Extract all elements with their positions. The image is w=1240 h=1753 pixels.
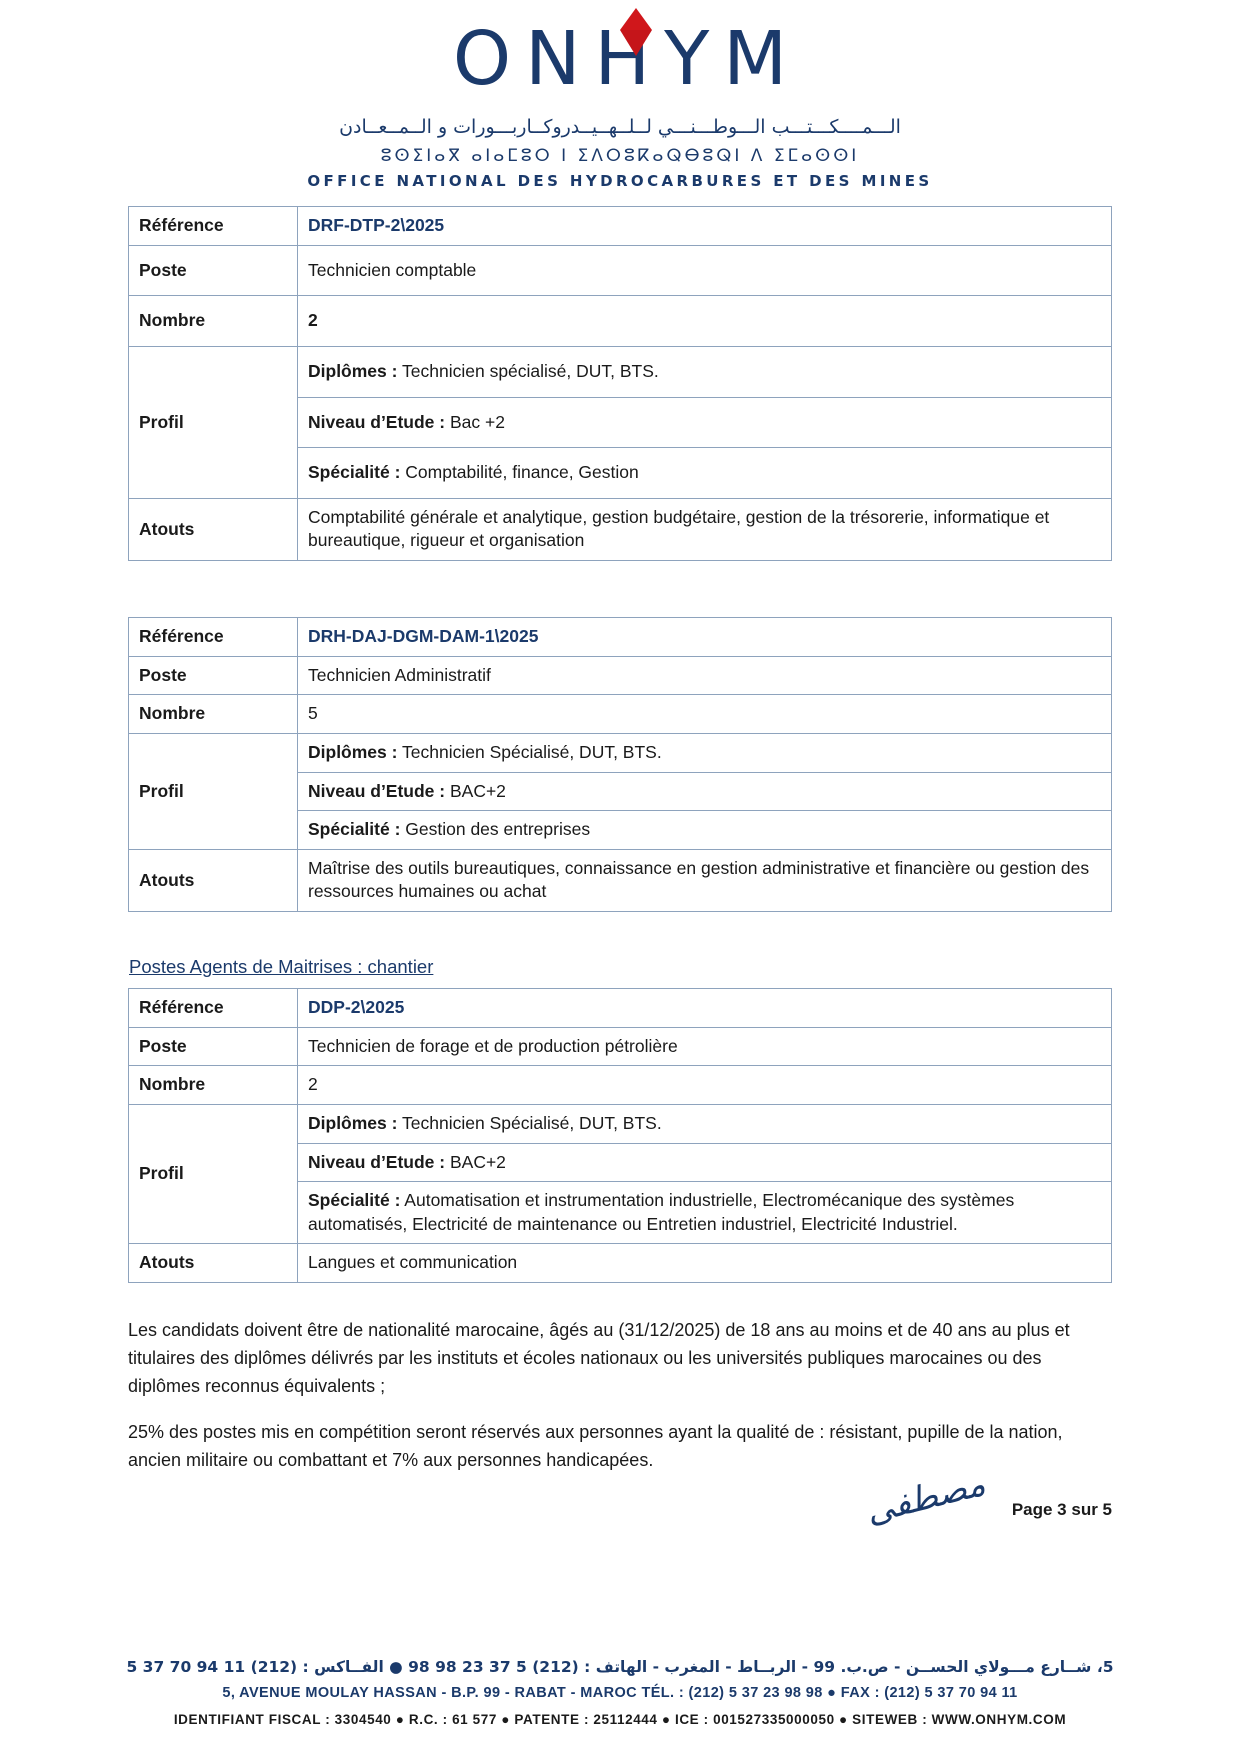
table-row: [129, 498, 1112, 560]
table-row: [129, 849, 1112, 911]
sub-label-diplomes: Diplômes :: [308, 360, 398, 381]
label-atouts: Atouts: [129, 1244, 298, 1283]
handwritten-signature: مصطفى: [862, 1466, 989, 1532]
value-poste: Technicien Administratif: [298, 656, 1112, 695]
sub-value-specialite: Automatisation et instrumentation industrielle, Electromécanique des systèmes automatisés, Electricité de maintenance ou Entretien industriel, Electricité Industriel.: [308, 1190, 1015, 1234]
table-row: [129, 346, 1112, 397]
value-reference: DDP-2\2025: [298, 989, 1112, 1028]
sub-label-diplomes: Diplômes :: [308, 741, 398, 762]
sub-value-niveau: Bac +2: [445, 411, 505, 432]
label-nombre: Nombre: [129, 296, 298, 347]
header-tifinagh-title: ⵓⵙⵉⵏⴰⴳ ⴰⵏⴰⵎⵓⵔ ⵏ ⵉⴷⵔⵓⴽⴰⵕⴱⵓⵕⵏ ⴷ ⵉⵎⴰⵙⵙⵏ: [380, 146, 860, 166]
sub-label-specialite: Spécialité :: [308, 819, 401, 840]
label-poste: Poste: [129, 245, 298, 296]
job-table-1: [128, 206, 1112, 561]
label-nombre: Nombre: [129, 695, 298, 734]
sub-label-niveau: Niveau d’Etude :: [308, 411, 446, 432]
value-nombre: 2: [298, 1066, 1112, 1105]
label-nombre: Nombre: [129, 1066, 298, 1105]
header-arabic-title: الـــمــــكـــتـــب الـــوطـــنـــي لــلــهــيــدروكــاربـــورات و الــمــعــادن: [339, 116, 901, 138]
label-profil: Profil: [129, 346, 298, 498]
document-footer: [0, 1658, 1240, 1727]
value-reference: DRH-DAJ-DGM-DAM-1\2025: [298, 618, 1112, 657]
footer-address-french: 5, AVENUE MOULAY HASSAN - B.P. 99 - RABAT - MAROC TÉL. : (212) 5 37 23 98 98 ● FAX : (212) 5 37 70 94 11: [222, 1685, 1018, 1701]
value-specialite: [298, 1182, 1112, 1244]
value-atouts: Maîtrise des outils bureautiques, connaissance en gestion administrative et financière ou gestion des ressources humaines ou achat: [298, 849, 1112, 911]
section-heading: Postes Agents de Maitrises : chantier: [129, 956, 434, 977]
sub-label-niveau: Niveau d’Etude :: [308, 1151, 446, 1172]
sub-value-diplomes: Technicien spécialisé, DUT, BTS.: [397, 360, 659, 381]
table-row: [129, 1104, 1112, 1143]
table-row: [129, 1027, 1112, 1066]
value-specialite: [298, 811, 1112, 850]
paragraph-quota: 25% des postes mis en compétition seront réservés aux personnes ayant la qualité de : résistant, pupille de la nation, ancien militaire ou combattant et 7% aux personnes handicapées.: [128, 1421, 1063, 1470]
label-reference: Référence: [129, 207, 298, 246]
sub-value-specialite: Gestion des entreprises: [400, 819, 591, 840]
page-number: Page 3 sur 5: [1011, 1500, 1112, 1520]
value-atouts: Langues et communication: [298, 1244, 1112, 1283]
paragraph-nationality: Les candidats doivent être de nationalité marocaine, âgés au (31/12/2025) de 18 ans au moins et de 40 ans au plus et titulaires des diplômes délivrés par les instituts et écoles nationaux ou les universités publiques marocaines ou des diplômes reconnus équivalents ;: [128, 1320, 1070, 1396]
value-poste: Technicien comptable: [298, 245, 1112, 296]
table-row: [129, 1244, 1112, 1283]
value-niveau: [298, 397, 1112, 448]
label-poste: Poste: [129, 656, 298, 695]
value-niveau: [298, 1143, 1112, 1182]
value-diplomes: [298, 733, 1112, 772]
sub-value-specialite: Comptabilité, finance, Gestion: [400, 462, 639, 483]
table-row: [129, 296, 1112, 347]
label-profil: Profil: [129, 1104, 298, 1244]
sub-label-specialite: Spécialité :: [308, 462, 401, 483]
conditions-paragraphs: [128, 1317, 1112, 1474]
value-nombre: 2: [298, 296, 1112, 347]
table-row: [129, 695, 1112, 734]
onhym-logo: [439, 16, 802, 102]
table-row: [129, 207, 1112, 246]
value-niveau: [298, 772, 1112, 811]
job-table-2: [128, 617, 1112, 912]
header-office-line: OFFICE NATIONAL DES HYDROCARBURES ET DES MINES: [307, 172, 933, 190]
value-specialite: [298, 448, 1112, 499]
signature-row: [128, 1466, 1112, 1532]
footer-address-arabic: 5، شــارع مـــولاي الحســن - ص.ب. 99 - الربــاط - المغرب - الهاتف : (212) 5 37 23 98 98 ● الفــاكس : (212) 11 94 70 37 5: [126, 1658, 1114, 1676]
label-profil: Profil: [129, 733, 298, 849]
label-poste: Poste: [129, 1027, 298, 1066]
value-diplomes: [298, 346, 1112, 397]
sub-value-diplomes: Technicien Spécialisé, DUT, BTS.: [397, 1112, 662, 1133]
sub-label-diplomes: Diplômes :: [308, 1112, 398, 1133]
sub-value-diplomes: Technicien Spécialisé, DUT, BTS.: [397, 741, 662, 762]
value-atouts: Comptabilité générale et analytique, gestion budgétaire, gestion de la trésorerie, informatique et bureautique, rigueur et organisation: [298, 498, 1112, 560]
value-reference: DRF-DTP-2\2025: [298, 207, 1112, 246]
logo-wordmark: ONHYM: [452, 16, 802, 102]
label-reference: Référence: [129, 618, 298, 657]
footer-identifiers: IDENTIFIANT FISCAL : 3304540 ● R.C. : 61 577 ● PATENTE : 25112444 ● ICE : 001527335000050 ● SITEWEB : WWW.ONHYM.COM: [173, 1712, 1067, 1727]
table-row: [129, 656, 1112, 695]
value-diplomes: [298, 1104, 1112, 1143]
sub-value-niveau: BAC+2: [445, 780, 506, 801]
table-row: [129, 245, 1112, 296]
document-header: [0, 0, 1240, 190]
label-atouts: Atouts: [129, 498, 298, 560]
table-row: [129, 989, 1112, 1028]
value-poste: Technicien de forage et de production pétrolière: [298, 1027, 1112, 1066]
sub-label-niveau: Niveau d’Etude :: [308, 780, 446, 801]
table-row: [129, 733, 1112, 772]
table-row: [129, 618, 1112, 657]
label-reference: Référence: [129, 989, 298, 1028]
sub-value-niveau: BAC+2: [445, 1151, 506, 1172]
sub-label-specialite: Spécialité :: [308, 1190, 401, 1211]
table-row: [129, 1066, 1112, 1105]
job-table-3: [128, 988, 1112, 1283]
label-atouts: Atouts: [129, 849, 298, 911]
value-nombre: 5: [298, 695, 1112, 734]
